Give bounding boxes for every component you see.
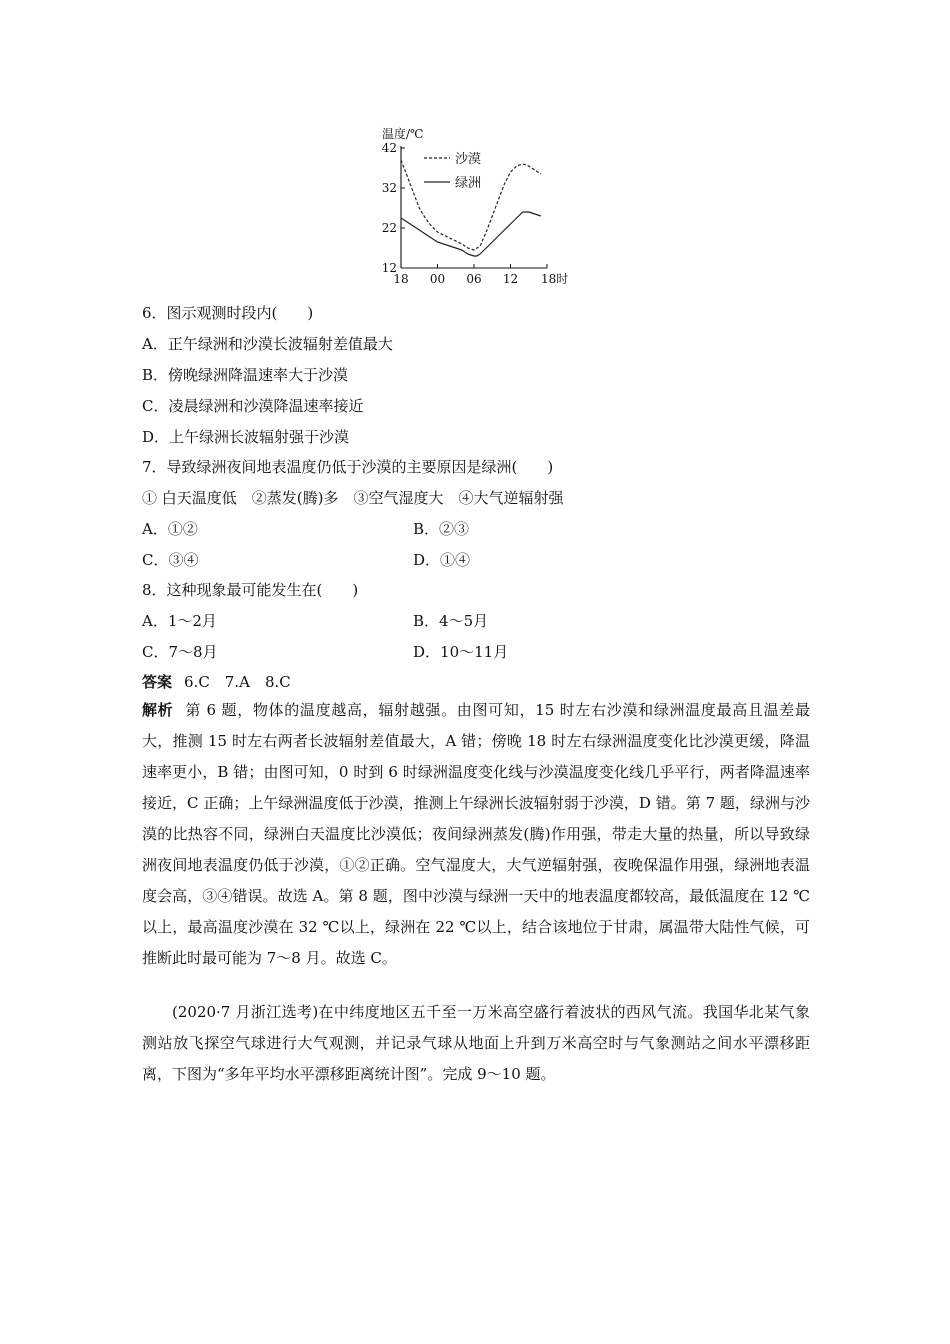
y-tick-label: 32	[381, 181, 397, 195]
y-tick-label: 12	[381, 261, 397, 275]
x-tick-label: 06	[466, 272, 482, 286]
q7-option-d: D．①④	[413, 551, 471, 569]
q6-option-b: B．傍晚绿洲降温速率大于沙漠	[142, 366, 349, 384]
answer-line	[142, 672, 291, 692]
q8-option-b: B．4～5月	[413, 612, 489, 630]
series-line-desert	[401, 160, 541, 250]
q6-option-a: A．正午绿洲和沙漠长波辐射差值最大	[142, 335, 393, 353]
q6-option-c: C．凌晨绿洲和沙漠降温速率接近	[142, 397, 364, 415]
x-tick-label: 18	[393, 272, 409, 286]
q8-option-a: A．1～2月	[142, 612, 217, 630]
series-line-oasis	[401, 212, 541, 256]
q7-option-c: C．③④	[142, 551, 199, 569]
analysis-paragraph	[142, 695, 810, 974]
answer-text: 6.C 7.A 8.C	[184, 673, 291, 691]
y-tick-label: 42	[381, 141, 397, 155]
answer-label: 答案	[142, 673, 173, 691]
y-axis-label: 温度/℃	[382, 127, 424, 141]
intro-paragraph: (2020·7 月浙江选考)在中纬度地区五千至一万米高空盛行着波状的西风气流。我国华北某气象测站放飞探空气球进行大气观测，并记录气球从地面上升到万米高空时与气象测站之间水平漂移距离，下图为“多年平均水平漂移距离统计图”。完成 9～10 题。	[142, 1003, 810, 1083]
x-tick-label: 12	[502, 272, 519, 286]
q7-stem: 7．导致绿洲夜间地表温度仍低于沙漠的主要原因是绿洲( )	[142, 458, 554, 476]
analysis-label: 解析	[142, 701, 174, 719]
q7-option-a: A．①②	[142, 520, 198, 538]
q6-option-d: D．上午绿洲长波辐射强于沙漠	[142, 428, 350, 446]
q8-option-d: D．10～11月	[413, 643, 509, 661]
temperature-line-chart	[360, 118, 580, 298]
q6-stem: 6．图示观测时段内( )	[142, 304, 314, 322]
q8-option-c: C．7～8月	[142, 643, 218, 661]
y-tick-label: 22	[381, 221, 397, 235]
series-lines	[401, 160, 541, 256]
q8-stem: 8．这种现象最可能发生在( )	[142, 581, 359, 599]
analysis-text: 第 6 题，物体的温度越高，辐射越强。由图可知，15 时左右沙漠和绿洲温度最高且温差最大，推测 15 时左右两者长波辐射差值最大，A 错；傍晚 18 时左右绿洲温度变化比沙漠更缓，降温速率更小，B 错；由图可知，0 时到 6 时绿洲温度变化线与沙漠温度变化线几乎平行，两者降温速率接近，C 正确；上午绿洲温度低于沙漠，推测上午绿洲长波辐射弱于沙漠，D 错。第 7 题，绿洲与沙漠的比热容不同，绿洲白天温度比沙漠低；夜间绿洲蒸发(腾)作用强，带走大量的热量，所以导致绿洲夜间地表温度仍低于沙漠，①②正确。空气湿度大，大气逆辐射强，夜晚保温作用强，绿洲地表温度会高，③④错误。故选 A。第 8 题，图中沙漠与绿洲一天中的地表温度都较高，最低温度在 12 ℃以上，最高温度沙漠在 32 ℃以上，绿洲在 22 ℃以上，结合该地位于甘肃，属温带大陆性气候，可推断此时最可能为 7～8 月。故选 C。	[142, 701, 810, 967]
x-tick-label: 00	[429, 272, 446, 286]
q7-items: ① 白天温度低 ②蒸发(腾)多 ③空气湿度大 ④大气逆辐射强	[142, 489, 564, 507]
x-tick-label: 18时	[541, 272, 569, 286]
legend-label: 沙漠	[455, 152, 482, 167]
legend-label: 绿洲	[455, 176, 482, 191]
chart-legend	[424, 151, 481, 191]
q7-option-b: B．②③	[413, 520, 470, 538]
x-tick-labels	[393, 264, 568, 286]
